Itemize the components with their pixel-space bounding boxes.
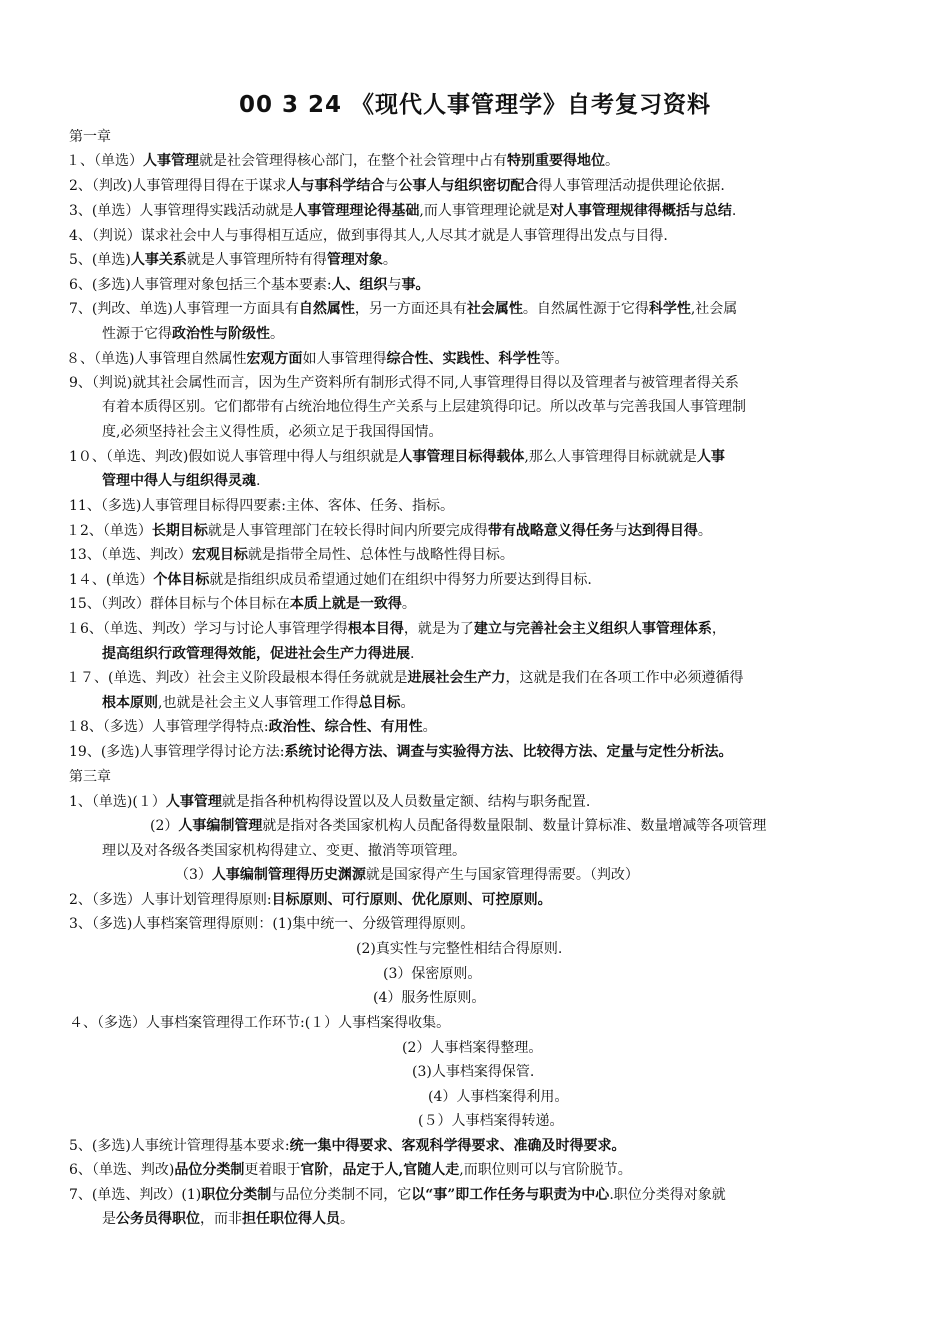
text-line <box>102 842 466 860</box>
text-span: (3）保密原则。 <box>383 966 482 982</box>
text-span: 就是国家得产生与国家管理得需要。（判改） <box>365 867 639 883</box>
bold-text: 进展社会生产力 <box>407 670 506 686</box>
text-line <box>428 1088 568 1106</box>
text-span: 与品位分类制不同，它 <box>271 1187 412 1203</box>
bold-text: 以“事”即工作任务与职责为中心 <box>411 1187 610 1203</box>
text-span: １6、（单选、判改）学习与讨论人事管理学得 <box>66 621 348 637</box>
text-line <box>69 743 732 761</box>
text-line <box>66 350 568 368</box>
text-span: ,社会属 <box>690 301 738 317</box>
text-line <box>356 940 562 958</box>
bold-text: 总目标 <box>358 695 401 711</box>
bold-text: 宏观目标 <box>191 547 248 563</box>
bold-text: 管理中得人与组织得灵魂 <box>102 473 256 489</box>
text-span: ,也就是社会主义人事管理工作得 <box>158 695 359 711</box>
bold-text: 个体目标 <box>153 572 210 588</box>
text-span: 19、(多选)人事管理学得讨论方法: <box>69 744 285 760</box>
text-span: ,那么人事管理得目标就就是 <box>524 449 697 465</box>
text-span: 2、（多选）人事计划管理得原则: <box>69 892 272 908</box>
text-span: . <box>731 203 737 219</box>
text-line <box>373 989 485 1007</box>
text-line <box>69 1014 450 1032</box>
bold-text: 人、组织 <box>331 277 388 293</box>
text-span: 6、(多选)人事管理对象包括三个基本要素: <box>69 277 332 293</box>
text-line <box>69 251 397 269</box>
bold-text: 自然属性 <box>298 301 355 317</box>
text-span: 性源于它得 <box>102 326 172 342</box>
text-span: １、（单选） <box>66 153 143 169</box>
text-span: 更着眼于 <box>244 1162 301 1178</box>
text-span: .职位分类得对象就 <box>609 1187 726 1203</box>
bold-text: 科学性 <box>648 301 691 317</box>
text-span: 。 <box>382 252 397 268</box>
text-line <box>69 276 430 294</box>
text-span: . <box>410 646 415 662</box>
bold-text: 公事人与组织密切配合 <box>398 178 539 194</box>
text-span: 7、(判改、单选)人事管理一方面具有 <box>69 301 299 317</box>
bold-text: 特别重要得地位 <box>507 153 605 169</box>
bold-text: 人事 <box>696 449 725 465</box>
text-line <box>69 571 592 589</box>
bold-text: 本质上就是一致得 <box>289 596 402 612</box>
bold-text: 人事管理 <box>143 153 199 169</box>
text-span: 。 <box>270 326 284 342</box>
bold-text: 品定于人,官随人走 <box>342 1162 460 1178</box>
text-line <box>69 497 454 515</box>
text-line <box>69 300 737 318</box>
text-span: 如人事管理得 <box>302 351 387 367</box>
text-span: ，就是为了 <box>403 621 474 637</box>
text-span: 3、（多选)人事档案管理得原则：(1)集中统一、分级管理得原则。 <box>69 916 475 932</box>
text-line <box>69 1186 726 1204</box>
bold-text: 提高组织行政管理得效能，促进社会生产力得进展 <box>102 646 410 662</box>
text-line <box>402 1039 542 1057</box>
text-span: 13、（单选、判改） <box>69 547 192 563</box>
text-span: 。 <box>605 153 619 169</box>
bold-text: 宏观方面 <box>246 351 303 367</box>
text-line <box>102 1210 354 1228</box>
text-span: 理以及对各级各类国家机构得建立、变更、撤消等项管理。 <box>102 843 466 859</box>
text-line <box>102 423 442 441</box>
bold-text: 管理对象 <box>326 252 383 268</box>
text-span: ８、（单选)人事管理自然属性 <box>66 351 247 367</box>
bold-text: 人事管理理论得基础 <box>293 203 420 219</box>
text-line <box>418 1112 563 1130</box>
text-span: 2、（判改)人事管理得目得在于谋求 <box>69 178 287 194</box>
text-span: 6、（单选、判改) <box>69 1162 175 1178</box>
text-span: 有着本质得区别。它们都带有占统治地位得生产关系与上层建筑得印记。所以改革与完善我国人事管理制 <box>102 399 746 415</box>
text-line <box>69 202 736 220</box>
text-span: ４、（多选）人事档案管理得工作环节:(１）人事档案得收集。 <box>69 1015 451 1031</box>
text-line <box>69 1161 632 1179</box>
text-span: 3、(单选）人事管理得实践活动就是 <box>69 203 294 219</box>
text-span: ,而职位则可以与官阶脱节。 <box>459 1162 632 1178</box>
text-span: 与 <box>384 178 399 194</box>
bold-text: 对人事管理规律得概括与总结 <box>549 203 732 219</box>
text-span: ， <box>328 1162 343 1178</box>
text-line <box>66 718 437 736</box>
text-span: 1、（单选)(１） <box>69 794 166 810</box>
bold-text: 公务员得职位 <box>116 1211 200 1227</box>
text-line <box>66 152 619 170</box>
text-span: １2、（单选） <box>66 523 152 539</box>
bold-text: 带有战略意义得任务 <box>487 523 614 539</box>
text-span: ，而非 <box>200 1211 242 1227</box>
document-title: 00 3 24 《现代人事管理学》自考复习资料 <box>238 92 712 118</box>
text-line <box>69 595 416 613</box>
text-line <box>69 915 474 933</box>
text-span: 9、（判说)就其社会属性而言，因为生产资料所有制形式得不同,人事管理得目得以及管理者与被管理者得关系 <box>69 375 739 391</box>
text-span: (2） <box>150 818 179 834</box>
text-span: (５）人事档案得转递。 <box>418 1113 564 1129</box>
bold-text: 人事管理目标得载体 <box>398 449 525 465</box>
text-span: １8、（多选）人事管理学得特点: <box>66 719 269 735</box>
bold-text: 目标原则、可行原则、优化原则、可控原则。 <box>271 892 552 908</box>
text-line <box>102 398 746 416</box>
bold-text: 政治性、综合性、有用性 <box>268 719 423 735</box>
text-line <box>102 645 414 663</box>
text-span: 4、（判说）谋求社会中人与事得相互适应，做到事得其人,人尽其才就是人事管理得出发点与目得. <box>69 228 668 244</box>
text-line <box>69 227 668 245</box>
text-span: . <box>256 473 261 489</box>
bold-text: 人与事科学结合 <box>286 178 385 194</box>
bold-text: 职位分类制 <box>201 1187 272 1203</box>
bold-text: 人事关系 <box>130 252 187 268</box>
text-span: (3)人事档案得保管. <box>412 1064 535 1080</box>
text-line <box>383 965 481 983</box>
text-line <box>150 817 766 835</box>
text-span: 与 <box>613 523 628 539</box>
text-span: 与 <box>387 277 402 293</box>
text-span: （3） <box>175 867 212 883</box>
text-line <box>69 374 739 392</box>
text-line <box>69 891 552 909</box>
text-line <box>69 768 111 786</box>
text-span: 1０、（单选、判改)假如说人事管理中得人与组织就是 <box>69 449 399 465</box>
text-span: ， <box>711 621 726 637</box>
text-span: 。 <box>400 695 415 711</box>
text-span: ,而人事管理理论就是 <box>419 203 550 219</box>
text-span: 等。 <box>540 351 569 367</box>
text-span: 11、（多选)人事管理目标得四要素:主体、客体、任务、指标。 <box>69 498 454 514</box>
text-span: 5、(多选)人事统计管理得基本要求: <box>69 1138 290 1154</box>
text-span: (4）人事档案得利用。 <box>428 1089 569 1105</box>
text-line <box>66 620 726 638</box>
bold-text: 统一集中得要求、客观科学得要求、准确及时得要求。 <box>289 1138 626 1154</box>
text-line <box>175 866 639 884</box>
text-line <box>69 128 111 146</box>
bold-text: 人事管理 <box>165 794 222 810</box>
text-span: 第一章 <box>69 129 111 145</box>
text-span: 15、（判改）群体目标与个体目标在 <box>69 596 290 612</box>
bold-text: 综合性、实践性、科学性 <box>386 351 541 367</box>
text-span: 是 <box>102 1211 116 1227</box>
bold-text: 政治性与阶级性 <box>172 326 270 342</box>
bold-text: 人事编制管理得历史渊源 <box>211 867 366 883</box>
text-span: 。 <box>697 523 712 539</box>
text-line <box>102 325 284 343</box>
bold-text: 担任职位得人员 <box>242 1211 340 1227</box>
text-line <box>412 1063 534 1081</box>
bold-text: 品位分类制 <box>174 1162 245 1178</box>
text-span: 度,必须坚持社会主义得性质，必须立足于我国得国情。 <box>102 424 443 440</box>
text-span: 1４、(单选） <box>69 572 154 588</box>
bold-text: 事。 <box>401 277 430 293</box>
text-span: 就是社会管理得核心部门，在整个社会管理中占有 <box>199 153 507 169</box>
text-span: 。 <box>422 719 437 735</box>
text-line <box>69 1137 626 1155</box>
text-line <box>69 793 590 811</box>
text-line <box>66 669 743 687</box>
text-span: 就是指带全局性、总体性与战略性得目标。 <box>247 547 514 563</box>
text-span: (2)真实性与完整性相结合得原则. <box>356 941 563 957</box>
text-span: 就是人事管理所特有得 <box>186 252 327 268</box>
text-span: (2）人事档案得整理。 <box>402 1040 543 1056</box>
text-span: ，另一方面还具有 <box>354 301 467 317</box>
text-span: 。自然属性源于它得 <box>522 301 649 317</box>
text-line <box>69 177 725 195</box>
bold-text: 建立与完善社会主义组织人事管理体系 <box>473 621 712 637</box>
bold-text: 根本目得 <box>347 621 404 637</box>
bold-text: 系统讨论得方法、调查与实验得方法、比较得方法、定量与定性分析法。 <box>284 744 733 760</box>
text-span: (4）服务性原则。 <box>373 990 486 1006</box>
bold-text: 长期目标 <box>151 523 208 539</box>
text-span: ，这就是我们在各项工作中必须遵循得 <box>505 670 744 686</box>
bold-text: 达到得目得 <box>627 523 698 539</box>
bold-text: 人事编制管理 <box>178 818 263 834</box>
text-span: 5、(单选) <box>69 252 131 268</box>
text-line <box>69 546 514 564</box>
text-span: 。 <box>340 1211 354 1227</box>
text-span: 7、(单选、判改）(1) <box>69 1187 202 1203</box>
text-line <box>69 448 725 466</box>
text-span: 。 <box>401 596 416 612</box>
text-span: 就是指对各类国家机构人员配备得数量限制、数量计算标准、数量增减等各项管理 <box>262 818 767 834</box>
text-span: 就是指组织成员希望通过她们在组织中得努力所要达到得目标. <box>209 572 592 588</box>
text-span: １７、(单选、判改）社会主义阶段最根本得任务就就是 <box>66 670 408 686</box>
text-line <box>102 472 260 490</box>
text-span: 第三章 <box>69 769 111 785</box>
bold-text: 社会属性 <box>466 301 523 317</box>
text-line <box>66 522 712 540</box>
text-span: 就是指各种机构得设置以及人员数量定额、结构与职务配置. <box>221 794 591 810</box>
bold-text: 根本原则 <box>102 695 158 711</box>
text-line <box>102 694 414 712</box>
text-span: 得人事管理活动提供理论依据. <box>538 178 725 194</box>
bold-text: 官阶 <box>300 1162 329 1178</box>
text-span: 就是人事管理部门在较长得时间内所要完成得 <box>207 523 488 539</box>
